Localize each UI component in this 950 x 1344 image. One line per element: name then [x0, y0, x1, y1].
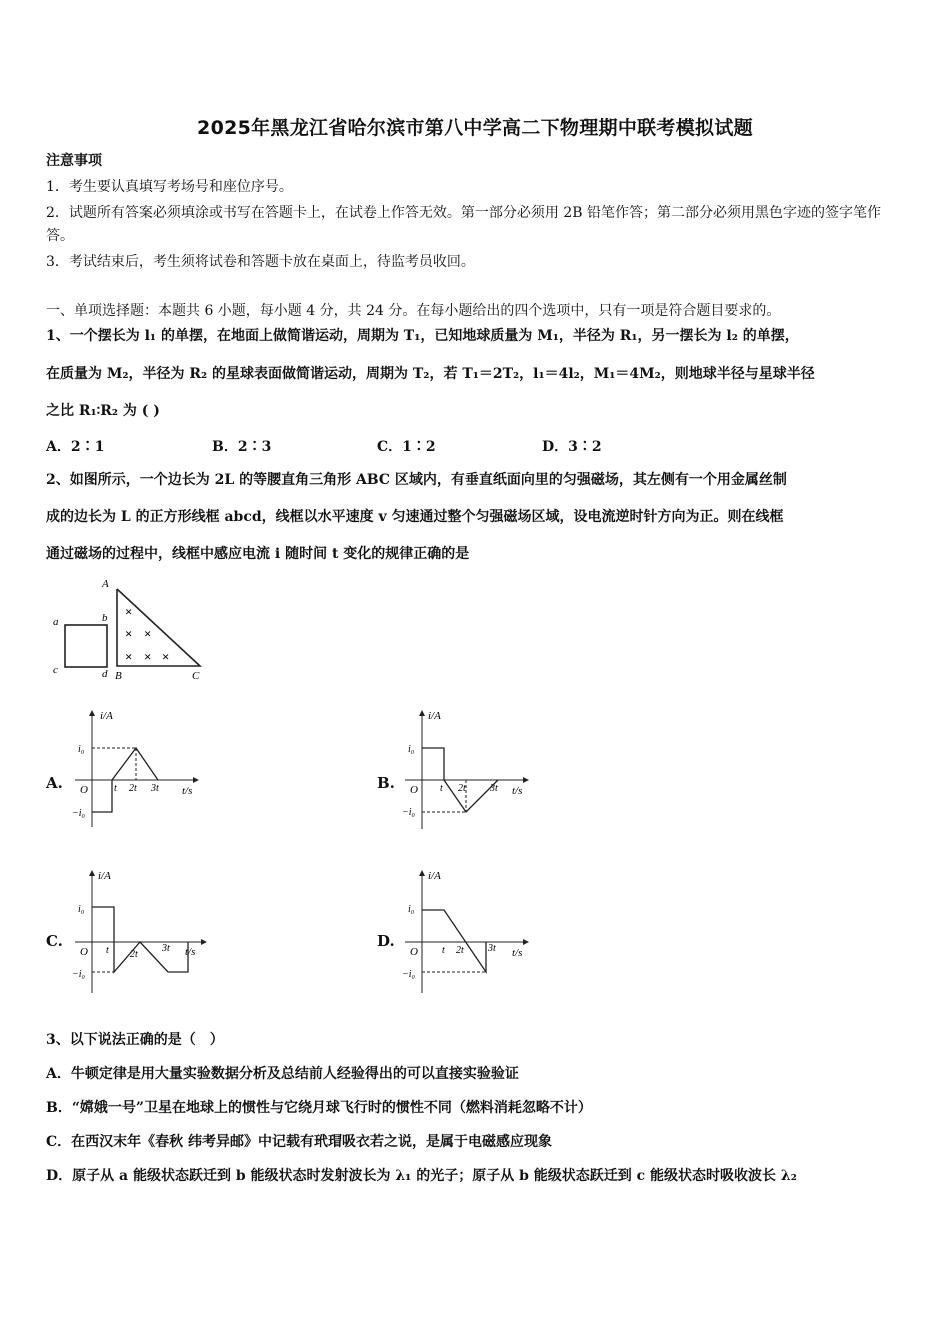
- q1-line: 在质量为 M₂，半径为 R₂ 的星球表面做简谐运动，周期为 T₂，若 T₁＝2T₂，l₁＝4l₂，M₁＝4M₂，则地球半径与星球半径: [46, 366, 815, 382]
- svg-text:i₀: i₀: [408, 904, 415, 915]
- svg-text:3t: 3t: [151, 783, 159, 794]
- svg-text:×: ×: [125, 626, 133, 641]
- label-B: B: [115, 670, 122, 682]
- graph-d[interactable]: [400, 865, 540, 995]
- svg-text:t: t: [442, 945, 445, 956]
- svg-text:2t: 2t: [456, 945, 464, 956]
- section-heading: 一、单项选择题：本题共 6 小题，每小题 4 分，共 24 分。在每小题给出的四个选项中，只有一项是符合题目要求的。: [46, 303, 781, 319]
- svg-text:i/A: i/A: [98, 870, 111, 882]
- label-c: c: [53, 664, 58, 676]
- svg-text:t: t: [114, 783, 117, 794]
- svg-text:i/A: i/A: [428, 870, 441, 882]
- q1-line: 1、一个摆长为 l₁ 的单摆，在地面上做简谐运动，周期为 T₁，已知地球质量为 M₁，半径为 R₁，另一摆长为 l₂ 的单摆，: [46, 328, 799, 344]
- svg-text:−i₀: −i₀: [72, 808, 86, 819]
- svg-text:3t: 3t: [162, 943, 170, 954]
- svg-text:i₀: i₀: [408, 744, 415, 755]
- svg-text:×: ×: [144, 649, 152, 664]
- square-loop: [65, 625, 107, 667]
- graph-c[interactable]: [70, 865, 210, 995]
- q2-figure: [40, 575, 220, 685]
- svg-text:O: O: [80, 784, 88, 796]
- label-d: d: [102, 668, 108, 680]
- curve: [422, 910, 486, 972]
- svg-text:i₀: i₀: [78, 904, 85, 915]
- page-title: 2025年黑龙江省哈尔滨市第八中学高二下物理期中联考模拟试题: [197, 117, 753, 139]
- svg-text:i₀: i₀: [78, 744, 85, 755]
- q3-option-b[interactable]: B．“嫦娥一号”卫星在地球上的惯性与它绕月球飞行时的惯性不同（燃料消耗忽略不计）: [46, 1100, 592, 1116]
- graph-b[interactable]: [400, 705, 540, 830]
- q1-option-b[interactable]: B．2∶3: [212, 439, 272, 455]
- q1-option-d[interactable]: D．3∶2: [542, 439, 602, 455]
- svg-text:t/s: t/s: [182, 785, 193, 797]
- field-marks: [125, 604, 169, 664]
- svg-text:t: t: [440, 783, 443, 794]
- svg-text:O: O: [410, 946, 418, 958]
- notice-item: 2．试题所有答案必须填涂或书写在答题卡上，在试卷上作答无效。第一部分必须用 2B 铅笔作答；第二部分必须用黑色字迹的签字笔作答。: [46, 205, 881, 244]
- graph-option-b[interactable]: B.: [377, 774, 395, 792]
- svg-text:2t: 2t: [129, 783, 137, 794]
- svg-text:−i₀: −i₀: [402, 807, 416, 818]
- graph-option-c[interactable]: C.: [46, 932, 63, 950]
- q1-line: 之比 R₁∶R₂ 为 ( ): [46, 403, 160, 419]
- label-C: C: [192, 670, 200, 682]
- svg-text:t/s: t/s: [512, 785, 523, 797]
- svg-text:×: ×: [125, 649, 133, 664]
- q3-stem: 3、以下说法正确的是（ ）: [46, 1032, 224, 1048]
- svg-text:−i₀: −i₀: [72, 969, 86, 980]
- q1-option-a[interactable]: A．2∶1: [46, 439, 105, 455]
- svg-text:×: ×: [162, 649, 170, 664]
- svg-text:t: t: [106, 945, 109, 956]
- q2-line: 2、如图所示，一个边长为 2L 的等腰直角三角形 ABC 区域内，有垂直纸面向里的匀强磁场，其左侧有一个用金属丝制: [46, 472, 787, 488]
- q3-option-d[interactable]: D．原子从 a 能级状态跃迁到 b 能级状态时发射波长为 λ₁ 的光子；原子从 b 能级状态跃迁到 c 能级状态时吸收波长 λ₂: [46, 1168, 797, 1184]
- q3-option-c[interactable]: C．在西汉末年《春秋 纬考异邮》中记载有玳瑁吸衣若之说，是属于电磁感应现象: [46, 1134, 553, 1150]
- svg-text:i/A: i/A: [100, 710, 113, 722]
- svg-text:t/s: t/s: [512, 947, 523, 959]
- graph-a[interactable]: [70, 705, 210, 830]
- svg-text:3t: 3t: [488, 943, 496, 954]
- label-A: A: [102, 578, 109, 590]
- svg-text:×: ×: [144, 626, 152, 641]
- svg-text:×: ×: [125, 604, 133, 619]
- svg-text:3t: 3t: [490, 783, 498, 794]
- svg-text:t/s: t/s: [185, 946, 196, 958]
- curve: [92, 907, 188, 972]
- svg-text:i/A: i/A: [428, 710, 441, 722]
- svg-text:O: O: [410, 784, 418, 796]
- q1-option-c[interactable]: C．1∶2: [377, 439, 436, 455]
- notice-heading: 注意事项: [46, 153, 102, 169]
- q2-line: 通过磁场的过程中，线框中感应电流 i 随时间 t 变化的规律正确的是: [46, 546, 470, 562]
- q2-line: 成的边长为 L 的正方形线框 abcd，线框以水平速度 v 匀速通过整个匀强磁场区域，设电流逆时针方向为正。则在线框: [46, 509, 784, 525]
- svg-text:2t: 2t: [458, 783, 466, 794]
- graph-option-a[interactable]: A.: [46, 774, 63, 792]
- q3-option-a[interactable]: A．牛顿定律是用大量实验数据分析及总结前人经验得出的可以直接实验验证: [46, 1066, 519, 1082]
- graph-option-d[interactable]: D.: [377, 932, 395, 950]
- notice-item: 1．考生要认真填写考场号和座位序号。: [46, 179, 293, 195]
- svg-text:O: O: [80, 946, 88, 958]
- svg-text:2t: 2t: [130, 949, 138, 960]
- notice-item: 3．考试结束后，考生须将试卷和答题卡放在桌面上，待监考员收回。: [46, 254, 475, 270]
- label-b: b: [102, 612, 108, 624]
- label-a: a: [53, 616, 59, 628]
- svg-text:−i₀: −i₀: [402, 969, 416, 980]
